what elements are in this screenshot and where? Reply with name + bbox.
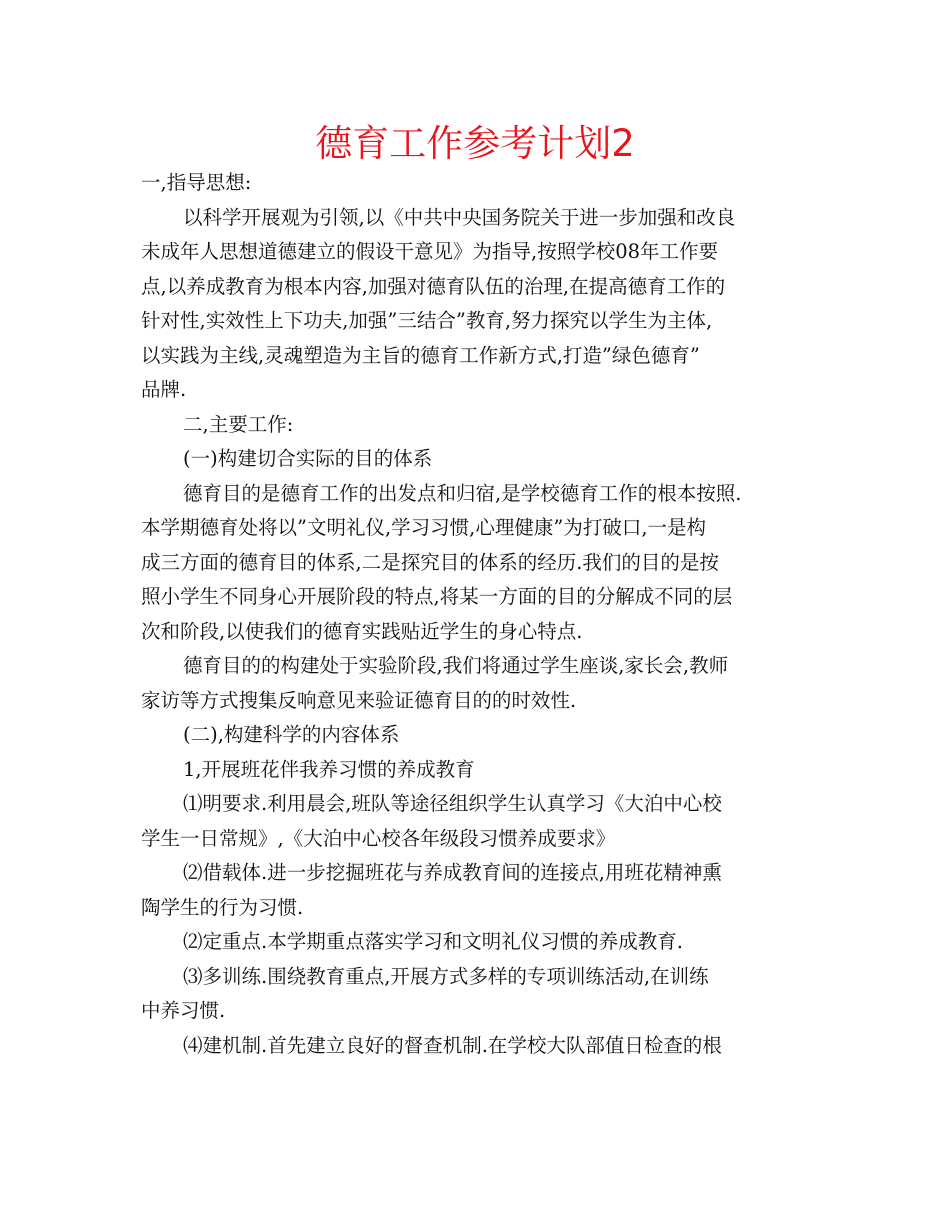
- text-line: 德育目的的构建处于实验阶段,我们将通过学生座谈,家长会,教师: [183, 654, 729, 677]
- text-line: 以科学开展观为引领,以《中共中央国务院关于进一步加强和改良: [183, 205, 736, 229]
- text-line: 次和阶段,以使我们的德育实践贴近学生的身心特点.: [141, 619, 583, 643]
- document-body: [141, 166, 821, 1063]
- text-line: 1,开展班花伴我养习惯的养成教育: [183, 757, 475, 781]
- text-line: 二,主要工作:: [183, 412, 294, 436]
- text-line: 针对性,实效性上下功夫,加强”三结合”教育,努力探究以学生为主体,: [141, 309, 713, 332]
- text-line: 中养习惯.: [141, 999, 226, 1022]
- text-line: 点,以养成教育为根本内容,加强对德育队伍的治理,在提高德育工作的: [141, 274, 726, 298]
- text-line: 品牌.: [141, 378, 187, 401]
- text-line: 家访等方式搜集反响意见来验证德育目的的时效性.: [141, 688, 577, 712]
- text-line: 本学期德育处将以”文明礼仪,学习习惯,心理健康”为打破口,一是构: [141, 516, 707, 539]
- text-line: 以实践为主线,灵魂塑造为主旨的德育工作新方式,打造”绿色德育”: [141, 343, 700, 367]
- text-line: (二),构建科学的内容体系: [183, 723, 400, 746]
- text-line: 学生一日常规》,《大泊中心校各年级段习惯养成要求》: [141, 826, 616, 850]
- text-line: 德育目的是德育工作的出发点和归宿,是学校德育工作的根本按照.: [183, 481, 742, 505]
- text-line: 未成年人思想道德建立的假设干意见》为指导,按照学校08年工作要: [141, 240, 719, 263]
- text-line: ⑶多训练.围绕教育重点,开展方式多样的专项训练活动,在训练: [183, 964, 709, 988]
- text-line: 一,指导思想:: [141, 171, 252, 194]
- text-line: 成三方面的德育目的体系,二是探究目的体系的经历.我们的目的是按: [141, 550, 719, 574]
- text-line: ⑷建机制.首先建立良好的督查机制.在学校大队部值日检查的根: [183, 1033, 722, 1057]
- text-line: (一)构建切合实际的目的体系: [183, 447, 433, 470]
- text-line: ⑵定重点.本学期重点落实学习和文明礼仪习惯的养成教育.: [183, 930, 683, 953]
- text-line: ⑴明要求.利用晨会,班队等途径组织学生认真学习《大泊中心校: [183, 792, 722, 815]
- text-line: 陶学生的行为习惯.: [141, 895, 304, 919]
- text-line: 照小学生不同身心开展阶段的特点,将某一方面的目的分解成不同的层: [141, 585, 733, 608]
- document-title: 德育工作参考计划2: [315, 122, 635, 165]
- text-line: ⑵借载体.进一步挖掘班花与养成教育间的连接点,用班花精神熏: [183, 861, 722, 884]
